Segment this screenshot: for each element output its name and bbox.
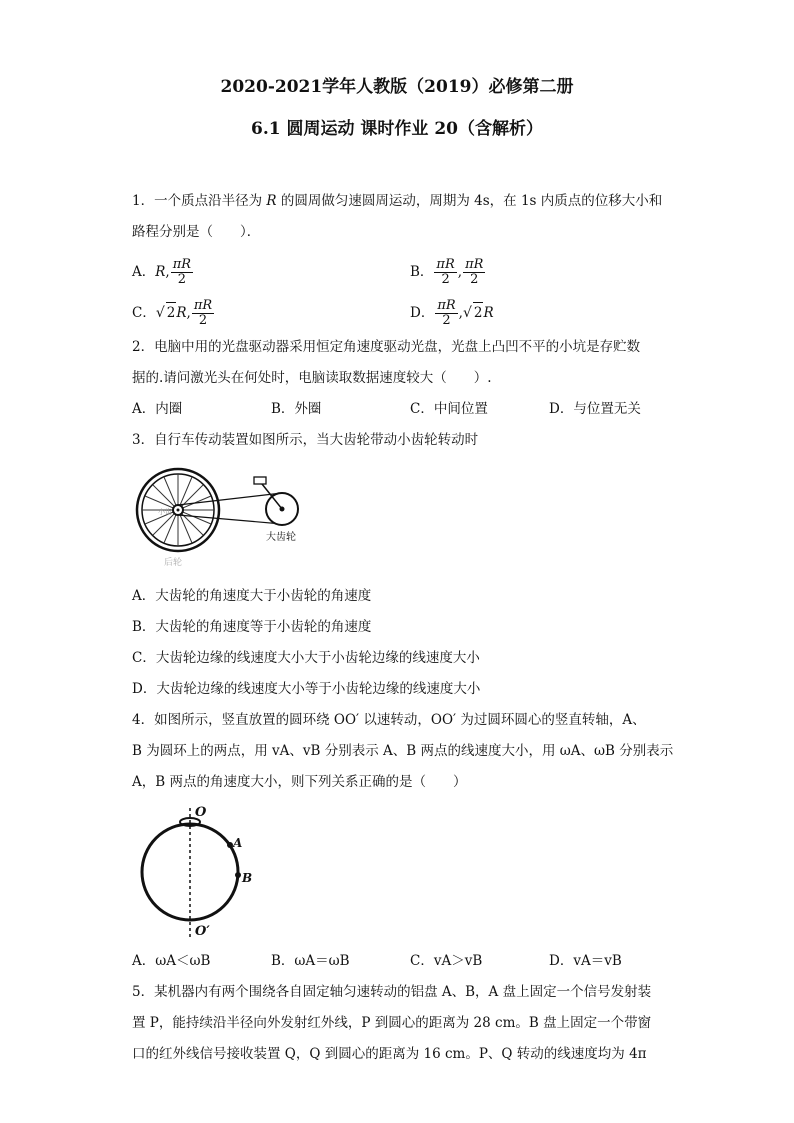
q1-option-d-label: D． [410, 305, 435, 321]
label-small-sprocket: 小齿 [158, 508, 172, 516]
q4-stem-line2: B 为圆环上的两点，用 vA、vB 分别表示 A、B 两点的线速度大小，用 ωA、ωB 分别表示 [132, 743, 674, 759]
q4-option-b: B．ωA＝ωB [271, 953, 350, 969]
q1-option-c-comma: , [186, 305, 191, 321]
q5-stem-line1: 5．某机器内有两个围绕各自固定轴匀速转动的铝盘 A、B，A 盘上固定一个信号发射装 [132, 984, 652, 1000]
frac-denominator: 2 [470, 272, 479, 287]
pedal [254, 477, 266, 484]
q1-stem-line2: 路程分别是（ ）． [132, 224, 261, 240]
frac-numerator: πR [437, 298, 456, 313]
q3-option-d: D．大齿轮边缘的线速度大小等于小齿轮边缘的线速度大小 [132, 681, 481, 697]
frac-denominator: 2 [442, 313, 451, 328]
q4-option-d: D．vA＝vB [549, 953, 622, 969]
rotating-ring-figure [135, 800, 265, 945]
q1-option-b-label: B． [410, 264, 434, 280]
frac-numerator: πR [193, 298, 213, 313]
q3-option-a: A．大齿轮的角速度大于小齿轮的角速度 [132, 588, 372, 604]
q1-option-c-label: C． [132, 305, 156, 321]
rear-axle [177, 509, 180, 512]
q1-option-c-R: R [176, 305, 187, 321]
q2-option-a: A．内圈 [132, 401, 183, 417]
document-subtitle: 6.1 圆周运动 课时作业 20（含解析） [251, 119, 543, 139]
document-title: 2020-2021学年人教版（2019）必修第二册 [220, 77, 574, 97]
q2-option-d: D．与位置无关 [549, 401, 641, 417]
bicycle-transmission-figure [132, 462, 312, 572]
q2-stem-line1: 2．电脑中用的光盘驱动器采用恒定角速度驱动光盘，光盘上凸凹不平的小坑是存贮数 [132, 339, 641, 355]
q1-option-d-frac [435, 299, 457, 328]
q1-text-a: 1．一个质点沿半径为 [132, 193, 267, 209]
q1-option-a-label: A． [132, 264, 156, 280]
label-a: A [233, 836, 243, 850]
q1-option-b-frac2 [463, 258, 485, 287]
q5-stem-line3: 口的红外线信号接收装置 Q，Q 到圆心的距离为 16 cm。P、Q 转动的线速度均为 4π [132, 1046, 647, 1062]
point-b [235, 872, 241, 878]
q3-option-c: C．大齿轮边缘的线速度大小大于小齿轮边缘的线速度大小 [132, 650, 480, 666]
q1-stem-line1 [132, 191, 662, 211]
q5-stem-line2: 置 P，能持续沿半径向外发射红外线，P 到圆心的距离为 28 cm。B 盘上固定一个带窗 [132, 1015, 652, 1031]
q4-stem-line3: A，B 两点的角速度大小，则下列关系正确的是（ ） [132, 774, 467, 790]
q4-option-c: C．vA＞vB [410, 953, 483, 969]
q1-option-a-comma: , [165, 264, 170, 280]
q1-option-b [410, 258, 486, 287]
label-o: O [195, 805, 207, 820]
sqrt-icon: √ [155, 305, 165, 321]
frac-numerator: πR [465, 257, 484, 272]
q1-option-d-comma: , [458, 305, 463, 321]
frac-denominator: 2 [198, 313, 208, 328]
q1-option-c-frac [192, 299, 214, 328]
q3-stem-line1: 3．自行车传动装置如图所示，当大齿轮带动小齿轮转动时 [132, 432, 479, 448]
q1-option-b-comma: , [457, 264, 463, 280]
sqrt-two: 2 [473, 302, 484, 323]
sqrt-icon: √ [462, 305, 472, 321]
frac-numerator: πR [172, 257, 192, 272]
q1-option-c [132, 299, 215, 328]
frac-numerator: πR [436, 257, 455, 272]
sqrt-two: 2 [166, 302, 177, 323]
label-b: B [242, 871, 253, 885]
label-big-sprocket: 大齿轮 [266, 532, 296, 543]
frac-denominator: 2 [177, 272, 187, 287]
label-rear-wheel: 后轮 [164, 558, 183, 568]
chain-bottom [178, 515, 282, 524]
q1-option-a [132, 258, 194, 287]
q3-option-b: B．大齿轮的角速度等于小齿轮的角速度 [132, 619, 372, 635]
q1-text-R: R [266, 193, 277, 209]
q4-stem-line1: 4．如图所示，竖直放置的圆环绕 OO′ 以速转动，OO′ 为过圆环圆心的竖直转轴，A、 [132, 712, 646, 728]
q1-option-d [410, 299, 494, 328]
q4-option-a: A．ωA＜ωB [132, 953, 211, 969]
label-o-prime: O′ [195, 924, 210, 939]
q2-option-b: B．外圈 [271, 401, 322, 417]
frac-denominator: 2 [441, 272, 450, 287]
q1-option-a-R: R [155, 264, 166, 280]
q2-stem-line2: 据的.请问激光头在何处时，电脑读取数据速度较大（ ）. [132, 370, 492, 386]
q1-option-b-frac1 [434, 258, 456, 287]
q1-option-a-frac [171, 258, 193, 287]
q1-text-b: 的圆周做匀速圆周运动，周期为 4s，在 1s 内质点的位移大小和 [276, 193, 663, 209]
q1-option-d-R: R [483, 305, 494, 321]
q2-option-c: C．中间位置 [410, 401, 488, 417]
